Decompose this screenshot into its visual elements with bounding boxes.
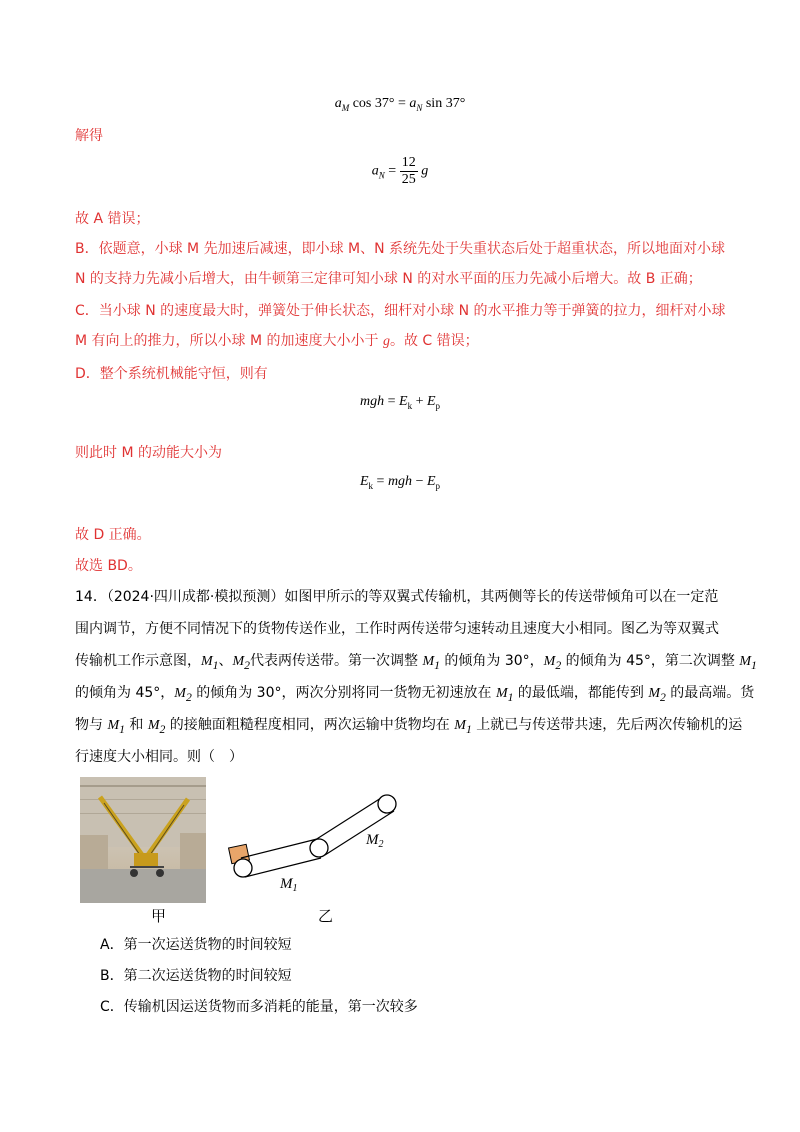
conveyor-photo-illustration	[80, 777, 206, 903]
option-c-explanation-line1: C．当小球 N 的速度最大时，弹簧处于伸长状态，细杆对小球 N 的水平推力等于弹簧的拉力，细杆对小球	[75, 303, 726, 319]
pulley-m2-top	[378, 795, 396, 813]
option-b: B．第二次运送货物的时间较短	[100, 968, 292, 984]
label-m2: $M_2$	[366, 832, 384, 850]
formula-energy-conservation: mgh = $E_k + E_p$	[359, 394, 441, 411]
conclusion-a: 故 A 错误；	[75, 211, 150, 227]
question14-line3: 传输机工作示意图，$M_1$、$M_2$代表两传送带。第一次调整 $M_1$ 的倾角为 30°，$M_2$ 的倾角为 45°，第二次调整 $M_1$	[75, 653, 757, 672]
question14-line4: 的倾角为 45°，$M_2$ 的倾角为 30°，两次分别将同一货物无初速放在 $M_1$ 的最低端，都能传到 $M_2$ 的最高端。货	[75, 685, 755, 704]
fraction-12-25: $\frac{12}{25}$	[401, 155, 416, 187]
option-b-explanation-line1: B．依题意，小球 M 先加速后减速，即小球 M、N 系统先处于失重状态后处于超重状态，所以地面对小球	[75, 241, 726, 257]
then-text: 则此时 M 的动能大小为	[75, 445, 222, 461]
option-c-explanation-line2: M 有向上的推力，所以小球 M 的加速度大小小于 g。故 C 错误；	[75, 333, 479, 349]
question14-line6: 行速度大小相同。则（ ）	[75, 749, 243, 765]
option-c: C．传输机因运送货物而多消耗的能量，第一次较多	[100, 999, 418, 1015]
question14-line2: 围内调节，方便不同情况下的货物传送作业，工作时两传送带匀速转动且速度大小相同。图乙为等双翼式	[75, 621, 719, 637]
label-m1: $M_1$	[280, 876, 298, 894]
conclusion-d: 故 D 正确。	[75, 527, 151, 543]
conveyor-diagram	[224, 780, 414, 900]
caption-yi: 乙	[318, 907, 334, 925]
final-answer: 故选 BD。	[75, 558, 142, 574]
formula-kinetic-energy: $E_k$ = mgh − $E_p$	[359, 474, 441, 491]
conveyor-photo	[80, 777, 206, 903]
formula-an: $a_N$ = $\frac{12}{25}$ g	[371, 155, 429, 187]
question14-line5: 物与 $M_1$ 和 $M_2$ 的接触面粗糙程度相同，两次运输中货物均在 $M_1$ 上就已与传送带共速，先后两次传输机的运	[75, 717, 743, 736]
question14-line1: 14．（2024·四川成都·模拟预测）如图甲所示的等双翼式传输机，其两侧等长的传送带倾角可以在一定范	[75, 589, 719, 605]
option-d-explanation: D．整个系统机械能守恒，则有	[75, 366, 268, 382]
caption-jia: 甲	[151, 907, 167, 925]
option-b-explanation-line2: N 的支持力先减小后增大，由牛顿第三定律可知小球 N 的对水平面的压力先减小后增大。故 B 正确；	[75, 271, 702, 287]
pulley-m1-bottom	[234, 859, 252, 877]
solve-label: 解得	[75, 128, 103, 144]
option-a: A．第一次运送货物的时间较短	[100, 937, 292, 953]
formula-acceleration-relation: $a_M$ $\cos 37^\circ = a_N$ sin 37°	[334, 96, 466, 113]
